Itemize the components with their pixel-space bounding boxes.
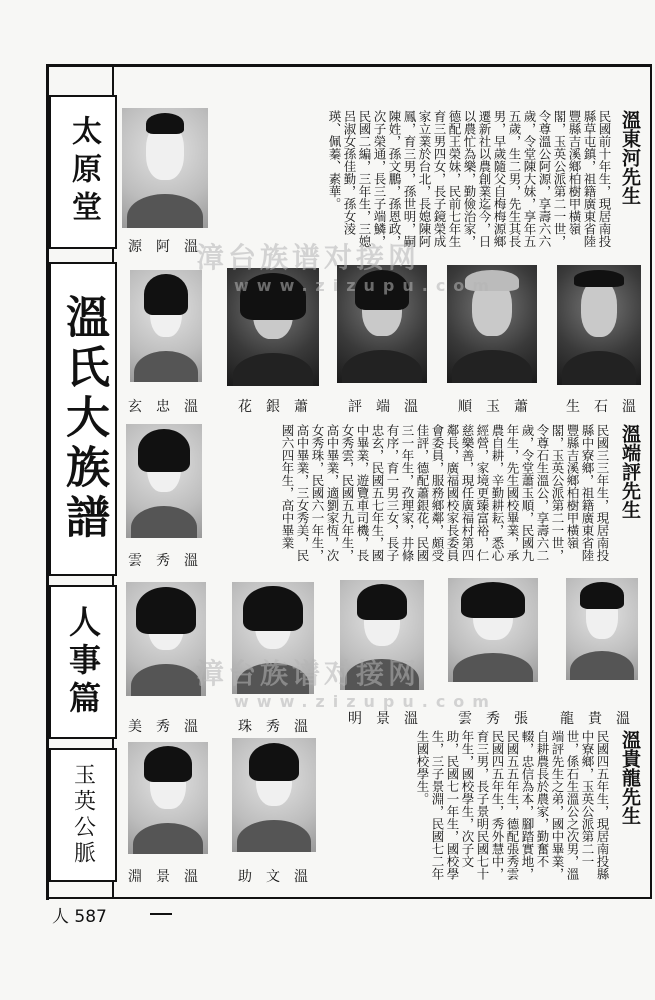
spine-book-title: 溫氏大族譜 bbox=[58, 294, 109, 544]
spine-hall: 太原堂 bbox=[66, 115, 101, 229]
caption-xiu-yun: 雲秀溫 bbox=[128, 553, 212, 569]
caption-yin-hua: 花銀蕭 bbox=[238, 399, 322, 415]
bio-text-duan-ping: 民國三三年生，現居南投縣中寮鄉，祖籍廣東省陸豐縣吉溪鄉柏樹甲橫嶺閣，玉英公派第二一世，令尊石生溫公，享壽六二歲，令堂蕭玉順，民國九年生，先生國校畢業，承農自耕，辛勤耕耘，悉心經營，家境更臻富裕，仁慈樂善，現任廣福村第四鄰長，廣福國校家長委員會委員，服務鄉鄰，頗受佳評，德配蕭銀花，民國三一年生，孜理家，井條有序，育一男三女，長子忠玄，民國五七年生，國中畢業，遊覽車司機，長女秀雲，民國五九年生，高中畢業，適劉家恆，次女秀珠，民國六一年生，高中畢業，三女秀美，民國六四年生，高中畢業 bbox=[280, 424, 610, 562]
bio-text-gui-long: 民國四五年生，現居南投縣中寮鄉，玉英公派第二一世，係石生溫公之次男，溫端評先生之弟，國中畢業，自耕農長於農家，勤奮不輟，忠信為本，腳踏實地，民國五五年生，德配張秀雲民國四五年生，秀外慧中，育三男，長子景明民國七十年生，國校學生，次子文助，民國七一年生，國校學生，三子景淵，民國七二年生國校學生。 bbox=[415, 730, 610, 880]
watermark-cn-mid: 漳台族谱对接网 bbox=[196, 657, 421, 690]
bio-title-gui-long: 溫貴龍先生 bbox=[619, 730, 641, 825]
portrait-wen-zhu bbox=[232, 738, 316, 852]
caption-jing-ming: 明景溫 bbox=[348, 711, 432, 727]
caption-xiu-mei: 美秀溫 bbox=[128, 719, 212, 735]
portrait-yuan-a bbox=[122, 108, 208, 228]
watermark-url-mid: www.zizupu.com bbox=[234, 692, 497, 711]
caption-duan-ping: 評端溫 bbox=[348, 399, 432, 415]
caption-gui-long: 龍貴溫 bbox=[560, 711, 644, 727]
caption-xiu-zhu: 珠秀溫 bbox=[238, 719, 322, 735]
frame-top bbox=[46, 64, 652, 67]
caption-yu-shun: 順玉蕭 bbox=[458, 399, 542, 415]
frame-bottom bbox=[46, 897, 652, 899]
caption-zhong-xuan: 玄忠溫 bbox=[128, 399, 212, 415]
page-number: 人 587 bbox=[52, 907, 107, 927]
portrait-xiu-mei bbox=[126, 582, 206, 696]
portrait-xiu-yun bbox=[126, 424, 202, 538]
spine-hall-box bbox=[49, 95, 117, 249]
caption-yuan-a: 源阿溫 bbox=[128, 239, 212, 255]
spine-branch-box bbox=[49, 748, 117, 882]
portrait-jing-yuan bbox=[128, 742, 208, 854]
footer-rule bbox=[150, 913, 172, 915]
spine-title-box bbox=[49, 262, 117, 576]
frame-right bbox=[650, 64, 652, 899]
caption-jing-yuan: 淵景溫 bbox=[128, 869, 212, 885]
caption-xiu-yun-zhang: 雲秀張 bbox=[458, 711, 542, 727]
watermark-cn-top: 漳台族谱对接网 bbox=[196, 241, 421, 274]
portrait-gui-long bbox=[566, 578, 638, 680]
caption-wen-zhu: 助文溫 bbox=[238, 869, 322, 885]
caption-shi-sheng: 生石溫 bbox=[566, 399, 650, 415]
spine-section: 人事篇 bbox=[64, 605, 102, 719]
portrait-xiu-yun-zhang bbox=[448, 578, 538, 682]
bio-title-dong-he: 溫東河先生 bbox=[619, 110, 641, 205]
spine-section-box bbox=[49, 585, 117, 739]
portrait-zhong-xuan bbox=[130, 270, 202, 382]
spine-branch: 玉英公脈 bbox=[70, 763, 96, 867]
portrait-shi-sheng bbox=[557, 265, 641, 385]
bio-text-dong-he: 民國前十年生，現居南投縣草屯鎮，祖籍廣東省陸豐縣吉溪鄉柏樹甲橫嶺閣，玉英公派第二一世，令尊溫公阿源，享壽六六歲，令堂陳大妹，享年五五歲，生二男，先生其長男，早歲隨父自梅梅源鄉遷新社以農創業迄今，日以農忙為樂，勤儉治家，德配王榮妹，民前七年生育三男四女，長子鏡榮成家立業於台北，長媳陳阿鳳，育三男，孫世明，嗣陳姓，孫文鵬，孫恩政，次子榮通，長三子端鱗，民國二編，三年生，三媳呂淑女孫佳勤，孫女淩瑛、佩蓁、素華。 bbox=[327, 110, 612, 248]
bio-title-duan-ping: 溫端評先生 bbox=[619, 424, 641, 519]
watermark-url-top: www.zizupu.com bbox=[234, 276, 497, 295]
